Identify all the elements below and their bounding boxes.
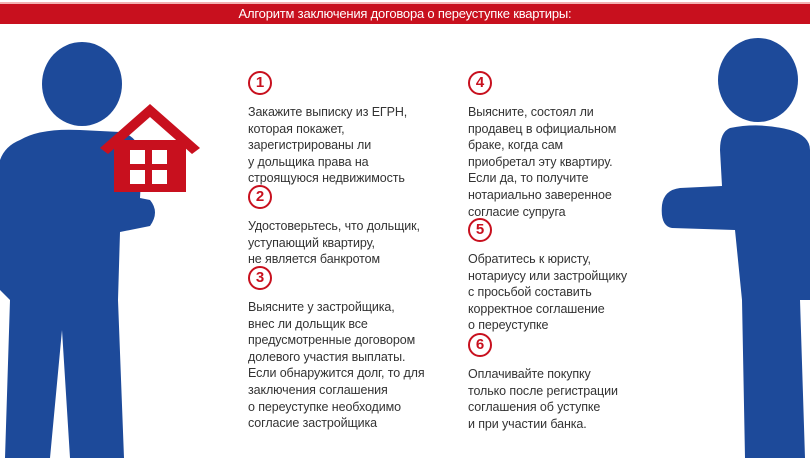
step-number-badge: 6 bbox=[468, 333, 492, 357]
step-number-badge: 5 bbox=[468, 218, 492, 242]
step-number-badge: 3 bbox=[248, 266, 272, 290]
step-number-badge: 2 bbox=[248, 185, 272, 209]
step-6 bbox=[468, 333, 688, 432]
step-5 bbox=[468, 218, 688, 334]
page-title: Алгоритм заключения договора о переуступке квартиры: bbox=[0, 4, 810, 24]
step-number-badge: 4 bbox=[468, 71, 492, 95]
step-3 bbox=[248, 266, 468, 432]
step-text: Удостоверьтесь, что дольщик, уступающий квартиру, не является банкротом bbox=[248, 219, 420, 267]
step-text: Закажите выписку из ЕГРН, которая покажет, зарегистрированы ли у дольщика права на строящуюся недвижимость bbox=[248, 105, 408, 186]
step-1 bbox=[248, 71, 468, 187]
step-4 bbox=[468, 71, 688, 220]
step-number-badge: 1 bbox=[248, 71, 272, 95]
step-text: Выясните, состоял ли продавец в официальном браке, когда сам приобретал эту квартиру. Если да, то получите нотариально заверенное согласие супруга bbox=[468, 105, 617, 219]
step-text: Выясните у застройщика, внес ли дольщик все предусмотренные договором долевого участия выплаты. Если обнаружится долг, то для заключения соглашения о переуступке необходимо согласие застройщика bbox=[248, 300, 425, 431]
step-text: Оплачивайте покупку только после регистрации соглашения об уступке и при участии банка. bbox=[468, 367, 618, 431]
left-person-icon bbox=[0, 42, 155, 458]
step-text: Обратитесь к юристу, нотариусу или застройщику с просьбой составить корректное соглашение о переуступке bbox=[468, 252, 628, 333]
house-icon bbox=[100, 104, 200, 192]
step-2 bbox=[248, 185, 468, 268]
